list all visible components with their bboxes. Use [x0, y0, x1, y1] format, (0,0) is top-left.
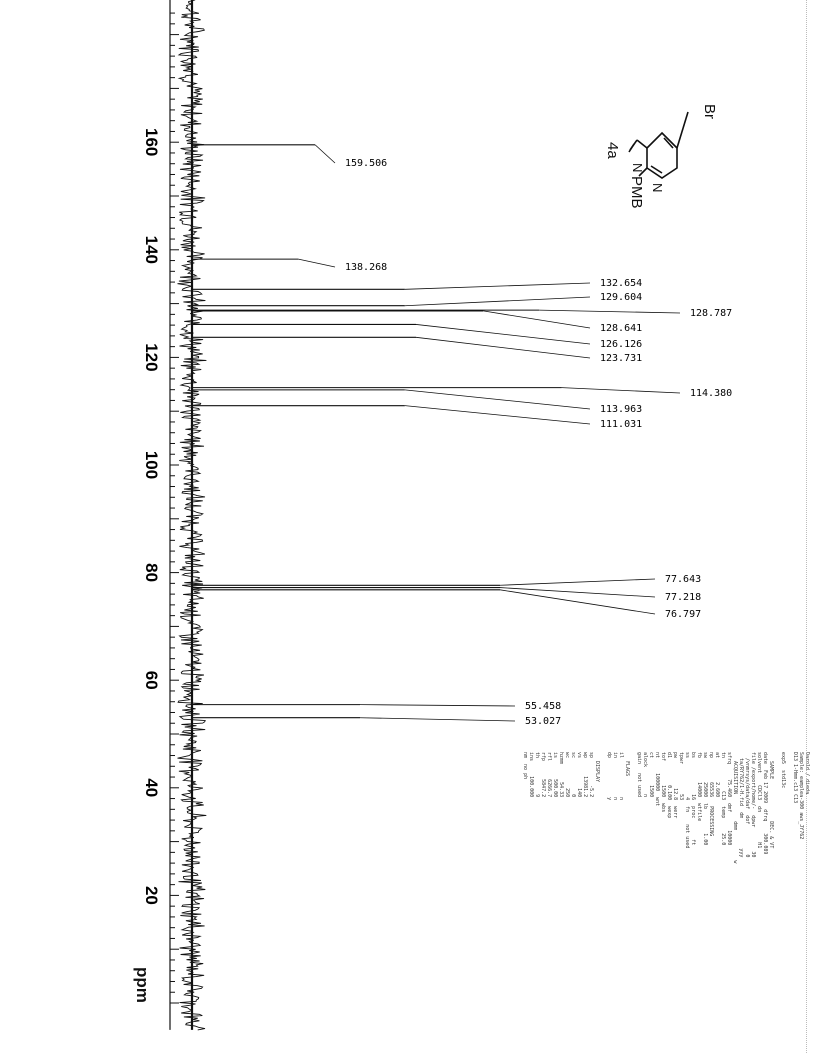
axis-tick-label: 40 — [142, 778, 161, 798]
baseline-noise — [178, 0, 207, 1030]
nitrogen-label-2: N — [650, 183, 665, 193]
peak-label: 114.380 — [690, 388, 733, 399]
axis-tick-label: 80 — [142, 563, 161, 583]
peak-label: 128.641 — [600, 323, 643, 334]
peak-label: 129.604 — [600, 292, 643, 303]
peak-leader — [416, 324, 590, 344]
ppm-axis — [142, 0, 179, 1030]
page-edge — [806, 0, 807, 1053]
peak-label: 113.963 — [600, 404, 643, 415]
peak-leader — [405, 283, 590, 289]
peak-label: 126.126 — [600, 339, 643, 350]
peak-leader — [562, 388, 680, 393]
peak-leader — [500, 579, 655, 585]
peak-label: 53.027 — [525, 716, 562, 727]
axis-unit-label: ppm — [133, 967, 152, 1003]
axis-tick-label: 140 — [142, 235, 161, 264]
bromine-label: Br — [701, 104, 718, 119]
peak-label: 138.268 — [345, 262, 388, 273]
peak-leader — [500, 590, 655, 614]
acquisition-parameters: Darold / dieda Sample: eamplea-300 aws_JY762 D13 1-Hmm.c13 C13 exp5 std13c SAMPLE DEC. & VT date Feb 17 2009 dfrq 300.089 solvent CDCl3 dn H1 file /export/home/- dpwr 30 /vnmrsys/data/daf dof 0 ta/RY762/1-H.fid dm yyy ACQUISITION dmm w sfrq 75.460 dmf 10000 tn C13 temp 25.0 at 2.600 np 65536 PROCESSING sw 25000 lb 1.00 fb 14000 wtfile bs 16 proc ft ss 4 fn not used tpwr 53 pw 12.8 werr d1 0.100 wexp tof 1500 wbs nt 100000 wnt ct 1500 alock n gain not used FLAGS il n in n dp y DISPLAY sp -5.2 wp 13981.2 vs 140 sc 0 wc 250 hzmm 54.33 is 500.00 rfl 6266.7 rfp 5847.2 th 9 ins 100.000 nm no ph — [522, 752, 810, 864]
peak-leader — [360, 705, 515, 706]
pmb-label: PMB — [628, 176, 645, 209]
axis-tick-label: 160 — [142, 128, 161, 157]
axis-tick-label: 100 — [142, 450, 161, 480]
peak-leader — [298, 259, 335, 267]
peak-leader — [360, 718, 515, 721]
peak-leader — [315, 145, 335, 163]
peak-label: 123.731 — [600, 353, 643, 364]
peak-leader — [405, 390, 590, 409]
peak-leader — [416, 337, 590, 358]
peak-label: 55.458 — [525, 701, 562, 712]
axis-tick-label: 120 — [142, 343, 161, 372]
peak-label: 76.797 — [665, 609, 702, 620]
peak-leader — [405, 297, 590, 306]
axis-tick-label: 20 — [142, 885, 161, 905]
compound-number: 4a — [604, 142, 621, 159]
peak-label: 111.031 — [600, 419, 643, 430]
axis-tick-label: 60 — [142, 670, 161, 690]
peak-leader — [405, 406, 590, 424]
peak-leader — [539, 310, 680, 313]
peak-leader — [500, 588, 655, 597]
nitrogen-label-1: N — [630, 163, 645, 173]
peak-leader — [483, 311, 590, 328]
peak-label: 77.643 — [665, 574, 702, 585]
peak-label: 128.787 — [690, 308, 733, 319]
peak-label: 159.506 — [345, 158, 388, 169]
peak-label: 77.218 — [665, 592, 702, 603]
peak-label: 132.654 — [600, 278, 643, 289]
